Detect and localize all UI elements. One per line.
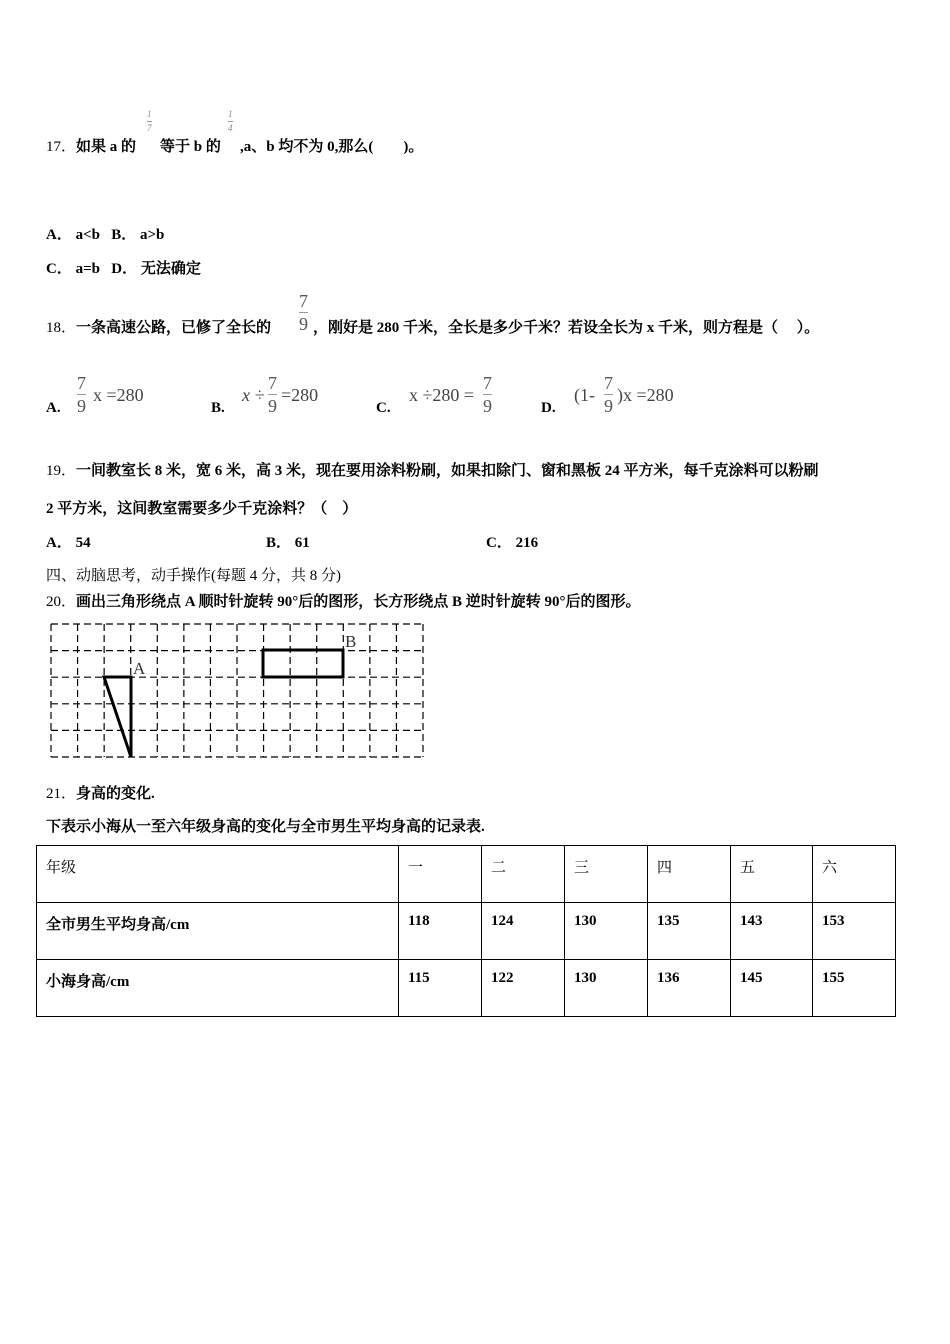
table-header-cell: 年级 xyxy=(37,846,399,903)
table-cell: 143 xyxy=(731,903,813,960)
q18-option-a-eq: x =280 xyxy=(93,385,144,405)
q21-text: 身高的变化. xyxy=(76,786,155,802)
q19-number: 19． xyxy=(46,463,77,479)
option-label: C． xyxy=(486,535,512,551)
frac-num: 7 xyxy=(299,291,308,311)
frac-num: 7 xyxy=(77,373,86,393)
triangle xyxy=(104,677,131,757)
q18-option-c-pre: x ÷280 = xyxy=(409,385,475,405)
q19-line2: 2 平方米，这间教室需要多少千克涂料？（ ） xyxy=(46,501,358,517)
option-text: 54 xyxy=(75,535,91,551)
point-a-label: A xyxy=(133,659,146,678)
q21-intro: 下表示小海从一至六年级身高的变化与全市男生平均身高的记录表. xyxy=(46,819,485,835)
option-label: C． xyxy=(46,261,72,277)
point-b-label: B xyxy=(345,632,357,651)
frac-den: 4 xyxy=(228,123,233,133)
option-label: A． xyxy=(46,535,72,551)
option-label: B． xyxy=(111,227,137,243)
table-cell: 小海身高/cm xyxy=(37,960,399,1017)
table-cell: 153 xyxy=(813,903,896,960)
q17-text2: 等于 b 的 xyxy=(160,139,221,155)
frac-num: 1 xyxy=(228,109,233,119)
frac-den: 9 xyxy=(299,314,308,334)
rectangle xyxy=(263,650,343,677)
table-cell: 115 xyxy=(399,960,482,1017)
option-label: B． xyxy=(266,535,292,551)
frac-num: 7 xyxy=(268,373,277,393)
q18-text1: 一条高速公路，已修了全长的 xyxy=(76,320,272,336)
q18-option-d-pre: (1- xyxy=(574,385,595,405)
option-text: 216 xyxy=(515,535,539,551)
option-c: a=b xyxy=(75,261,100,277)
q21-number: 21． xyxy=(46,786,77,802)
q18-text2: ，刚好是 280 千米，全长是多少千米？若设全长为 x 千米，则方程是（ ）。 xyxy=(313,320,820,336)
q21-stem xyxy=(46,782,155,803)
table-header-row xyxy=(37,846,896,903)
table-header-cell: 二 xyxy=(482,846,565,903)
table-cell: 135 xyxy=(648,903,731,960)
table-header-cell: 五 xyxy=(731,846,813,903)
option-text: 61 xyxy=(294,535,310,551)
q18-option-b-pre: x ÷ xyxy=(242,385,265,405)
dashed-grid xyxy=(51,624,423,757)
table-cell: 145 xyxy=(731,960,813,1017)
frac-den: 7 xyxy=(147,123,152,133)
q20-number: 20． xyxy=(46,594,77,610)
option-label: D． xyxy=(111,261,138,277)
frac-num: 7 xyxy=(604,373,613,393)
frac-num: 1 xyxy=(147,109,152,119)
frac-den: 9 xyxy=(483,396,492,416)
option-b: a>b xyxy=(140,227,165,243)
q18-option-b-label: B. xyxy=(211,400,225,416)
q18-number: 18． xyxy=(46,320,77,336)
table-row xyxy=(37,960,896,1017)
section-heading: 四、动脑思考，动手操作(每题 4 分，共 8 分) xyxy=(46,568,341,584)
q18-option-d-label: D. xyxy=(541,400,556,416)
q17-text1: 如果 a 的 xyxy=(76,139,137,155)
table-cell: 136 xyxy=(648,960,731,1017)
q17-text3: ,a、b 均不为 0,那么( )。 xyxy=(240,139,424,155)
table-cell: 155 xyxy=(813,960,896,1017)
frac-num: 7 xyxy=(483,373,492,393)
frac-den: 9 xyxy=(268,396,277,416)
q20-text: 画出三角形绕点 A 顺时针旋转 90°后的图形，长方形绕点 B 逆时针旋转 90°后的图形。 xyxy=(76,594,641,610)
height-table xyxy=(36,845,896,1017)
table-cell: 118 xyxy=(399,903,482,960)
table-cell: 全市男生平均身高/cm xyxy=(37,903,399,960)
table-header-cell: 六 xyxy=(813,846,896,903)
option-d: 无法确定 xyxy=(140,261,201,277)
q19-text1: 一间教室长 8 米，宽 6 米，高 3 米，现在要用涂料粉刷，如果扣除门、窗和黑板 24 平方米，每千克涂料可以粉刷 xyxy=(76,463,819,479)
table-cell: 130 xyxy=(565,960,648,1017)
q18-option-c-label: C. xyxy=(376,400,391,416)
table-cell: 124 xyxy=(482,903,565,960)
q17-number: 17． xyxy=(46,139,77,155)
table-header-cell: 一 xyxy=(399,846,482,903)
frac-den: 9 xyxy=(604,396,613,416)
frac-den: 9 xyxy=(77,396,86,416)
table-header-cell: 四 xyxy=(648,846,731,903)
option-label: A． xyxy=(46,227,72,243)
table-cell: 130 xyxy=(565,903,648,960)
q18-option-b-eq: =280 xyxy=(281,385,319,405)
table-row xyxy=(37,903,896,960)
q18-option-d-eq: )x =280 xyxy=(617,385,674,405)
table-cell: 122 xyxy=(482,960,565,1017)
q18-option-a-label: A. xyxy=(46,400,61,416)
option-a: a<b xyxy=(75,227,100,243)
table-header-cell: 三 xyxy=(565,846,648,903)
